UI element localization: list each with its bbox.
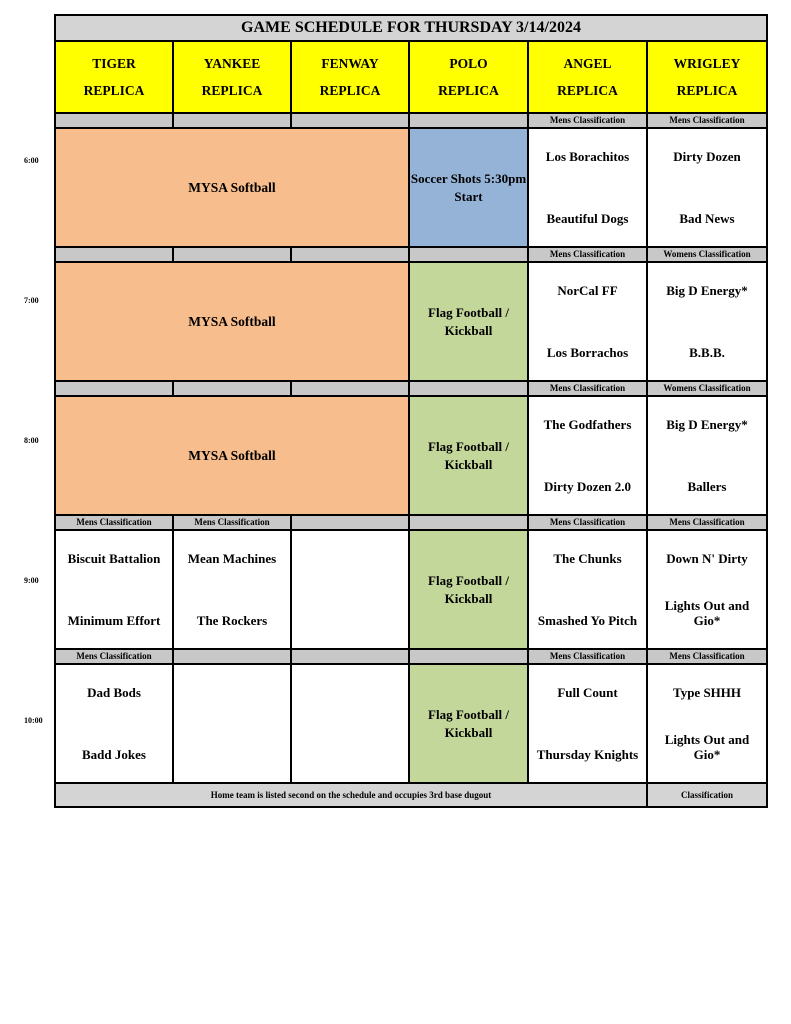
yankee-empty [173, 664, 291, 783]
home-team: B.B.B. [689, 345, 725, 360]
classification-cell: Womens Classification [647, 381, 767, 396]
footer-legend: Classification [647, 783, 767, 807]
classification-cell [291, 381, 409, 396]
away-team: Dad Bods [87, 685, 141, 700]
classification-cell [409, 247, 528, 262]
angel-game [528, 664, 647, 783]
classification-cell [291, 113, 409, 128]
field-header-yankee: YANKEE REPLICA [173, 41, 291, 113]
classification-cell [409, 649, 528, 664]
classification-cell [55, 247, 173, 262]
field-header-fenway: FENWAY REPLICA [291, 41, 409, 113]
classification-cell [55, 381, 173, 396]
home-team: Ballers [687, 479, 727, 494]
classification-cell [409, 113, 528, 128]
classification-cell [409, 381, 528, 396]
field-header-polo: POLO REPLICA [409, 41, 528, 113]
wrigley-game [647, 396, 767, 515]
home-team: Badd Jokes [82, 747, 146, 762]
polo-event: Flag Football / Kickball [409, 262, 528, 381]
classification-cell [173, 247, 291, 262]
time-label: 9:00 [24, 576, 39, 585]
away-team: Mean Machines [187, 551, 277, 566]
field-header-angel: ANGEL REPLICA [528, 41, 647, 113]
home-team: Dirty Dozen 2.0 [543, 479, 631, 494]
away-team: The Godfathers [543, 417, 632, 432]
classification-cell: Mens Classification [528, 113, 647, 128]
classification-cell [409, 515, 528, 530]
classification-cell: Mens Classification [647, 113, 767, 128]
schedule-title: GAME SCHEDULE FOR THURSDAY 3/14/2024 [55, 15, 767, 41]
time-label: 7:00 [24, 296, 39, 305]
tiger-game [55, 664, 173, 783]
tiger-game [55, 530, 173, 649]
away-team: Type SHHH [672, 685, 742, 700]
away-team: Big D Energy* [666, 283, 748, 298]
classification-cell: Mens Classification [528, 247, 647, 262]
home-team: Lights Out and Gio* [664, 732, 750, 762]
classification-cell: Mens Classification [173, 515, 291, 530]
away-team: Dirty Dozen [673, 149, 741, 164]
away-team: NorCal FF [557, 283, 618, 298]
time-label: 6:00 [24, 156, 39, 165]
home-team: The Rockers [196, 613, 268, 628]
away-team: Biscuit Battalion [67, 551, 161, 566]
classification-cell: Mens Classification [647, 515, 767, 530]
classification-cell: Mens Classification [528, 649, 647, 664]
fenway-empty [291, 530, 409, 649]
softball-block: MYSA Softball [55, 262, 409, 381]
classification-cell [173, 381, 291, 396]
time-label: 8:00 [24, 436, 39, 445]
classification-cell: Mens Classification [647, 649, 767, 664]
home-team: Bad News [679, 211, 735, 226]
angel-game [528, 396, 647, 515]
classification-cell: Mens Classification [528, 381, 647, 396]
classification-cell [291, 649, 409, 664]
softball-block: MYSA Softball [55, 128, 409, 247]
yankee-game [173, 530, 291, 649]
away-team: Big D Energy* [666, 417, 748, 432]
wrigley-game [647, 664, 767, 783]
polo-event: Flag Football / Kickball [409, 664, 528, 783]
home-team: Minimum Effort [67, 613, 161, 628]
away-team: Los Borachitos [545, 149, 630, 164]
classification-cell [55, 113, 173, 128]
fenway-empty [291, 664, 409, 783]
home-team: Smashed Yo Pitch [537, 613, 638, 628]
home-team: Lights Out and Gio* [664, 598, 750, 628]
classification-cell [173, 649, 291, 664]
home-team: Thursday Knights [536, 747, 639, 762]
polo-event: Flag Football / Kickball [409, 396, 528, 515]
classification-cell: Mens Classification [55, 515, 173, 530]
wrigley-game [647, 262, 767, 381]
home-team: Beautiful Dogs [546, 211, 629, 226]
field-header-wrigley: WRIGLEY REPLICA [647, 41, 767, 113]
classification-cell [291, 515, 409, 530]
angel-game [528, 262, 647, 381]
away-team: The Chunks [553, 551, 622, 566]
wrigley-game [647, 530, 767, 649]
footer-note: Home team is listed second on the schedule and occupies 3rd base dugout [55, 783, 647, 807]
home-team: Los Borrachos [546, 345, 629, 360]
angel-game [528, 530, 647, 649]
softball-block: MYSA Softball [55, 396, 409, 515]
classification-cell [173, 113, 291, 128]
wrigley-game [647, 128, 767, 247]
schedule-table [54, 14, 768, 808]
classification-cell: Womens Classification [647, 247, 767, 262]
away-team: Full Count [557, 685, 618, 700]
polo-event: Soccer Shots 5:30pm Start [409, 128, 528, 247]
classification-cell: Mens Classification [528, 515, 647, 530]
classification-cell [291, 247, 409, 262]
field-header-tiger: TIGER REPLICA [55, 41, 173, 113]
time-label: 10:00 [24, 716, 43, 725]
polo-event: Flag Football / Kickball [409, 530, 528, 649]
angel-game [528, 128, 647, 247]
away-team: Down N' Dirty [666, 551, 748, 566]
classification-cell: Mens Classification [55, 649, 173, 664]
